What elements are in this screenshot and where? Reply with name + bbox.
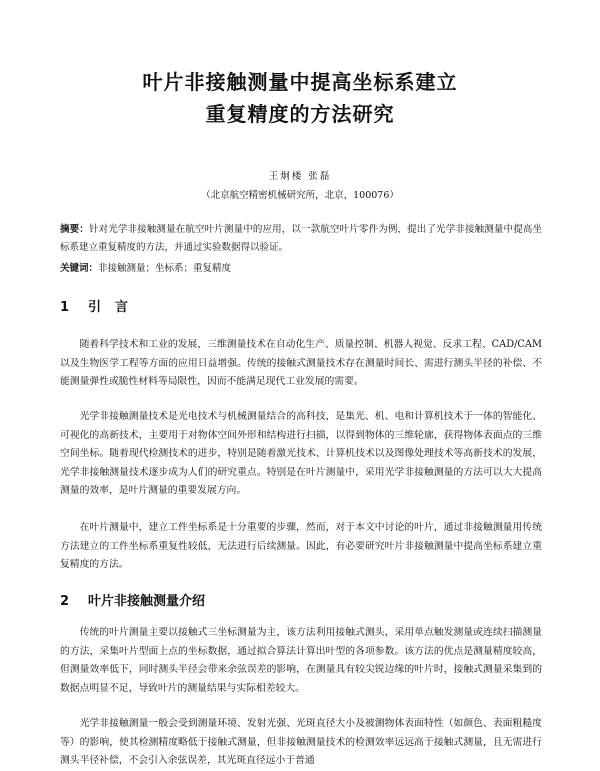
body-paragraph: 随着科学技术和工业的发展，三维测量技术在自动化生产、质量控制、机器人视觉、反求工程、CAD/CAM 以及生物医学工程等方面的应用日益增强。传统的接触式测量技术存在测量时间长、需进行测头半径的补偿、不能测量弹性或脆性材料等局限性，因而不能满足现代工业发展的需要。 xyxy=(60,339,542,387)
keywords-label: 关键词： xyxy=(60,263,99,274)
section-number: 1 xyxy=(60,300,70,315)
abstract xyxy=(60,221,542,257)
authors: 王炯楼 张磊 xyxy=(268,171,332,182)
keywords xyxy=(60,260,542,278)
affiliation: （北京航空精密机械研究所，北京，100076） xyxy=(201,190,399,201)
body-paragraph: 光学非接触测量技术是光电技术与机械测量结合的高科技，是集光、机、电和计算机技术于一体的智能化、可视化的高新技术，主要用于对物体空间外形和结构进行扫描，以得到物体的三维轮廓，获得物体表面点的三维空间坐标。随着现代检测技术的进步，特别是随着激光技术、计算机技术以及图像处理技术等高新技术的发展，光学非接触测量技术逐步成为人们的研究重点。特别是在叶片测量中，采用光学非接触测量的方法可以大大提高测量的效率，是叶片测量的重要发展方向。 xyxy=(60,411,542,496)
body-paragraph: 在叶片测量中，建立工件坐标系是十分重要的步骤，然而，对于本文中讨论的叶片，通过非接触测量用传统方法建立的工件坐标系重复性较低，无法进行后续测量。因此，有必要研究叶片非接触测量中提高坐标系建立重复精度的方法。 xyxy=(60,522,542,570)
abstract-text: 针对光学非接触测量在航空叶片测量中的应用，以一款航空叶片零件为例，提出了光学非接触测量中提高坐标系建立重复精度的方法，并通过实验数据得以验证。 xyxy=(60,224,542,253)
keywords-text: 非接触测量；坐标系；重复精度 xyxy=(98,263,232,274)
section-number: 2 xyxy=(60,594,70,609)
section-heading-introduction xyxy=(60,296,142,315)
paper-title-line-1: 叶片非接触测量中提高坐标系建立 xyxy=(142,70,458,94)
section-heading-blade-measurement xyxy=(60,590,205,609)
section-title: 引言 xyxy=(88,300,143,315)
abstract-label: 摘要： xyxy=(60,224,89,235)
section-title: 叶片非接触测量介绍 xyxy=(88,594,206,609)
paper-title-line-2: 重复精度的方法研究 xyxy=(205,102,395,126)
body-paragraph: 传统的叶片测量主要以接触式三坐标测量为主，该方法利用接触式测头，采用单点触发测量或连续扫描测量的方法，采集叶片型面上点的坐标数据，通过拟合算法计算出叶型的各项参数。该方法的优点是测量精度较高，但测量效率低下，同时测头半径会带来余弦误差的影响，在测量具有较尖锐边缘的叶片时，接触式测量采集到的数据点明显不足，导致叶片的测量结果与实际相差较大。 xyxy=(60,627,542,694)
body-paragraph: 光学非接触测量一般会受到测量环境、发射光强、光斑直径大小及被测物体表面特性（如颜色、表面粗糙度等）的影响，使其检测精度略低于接触式测量，但非接触测量技术的检测效率远远高于接触式测量，且无需进行测头半径补偿，不会引入余弦误差，其光斑直径远小于普通 xyxy=(60,718,542,766)
